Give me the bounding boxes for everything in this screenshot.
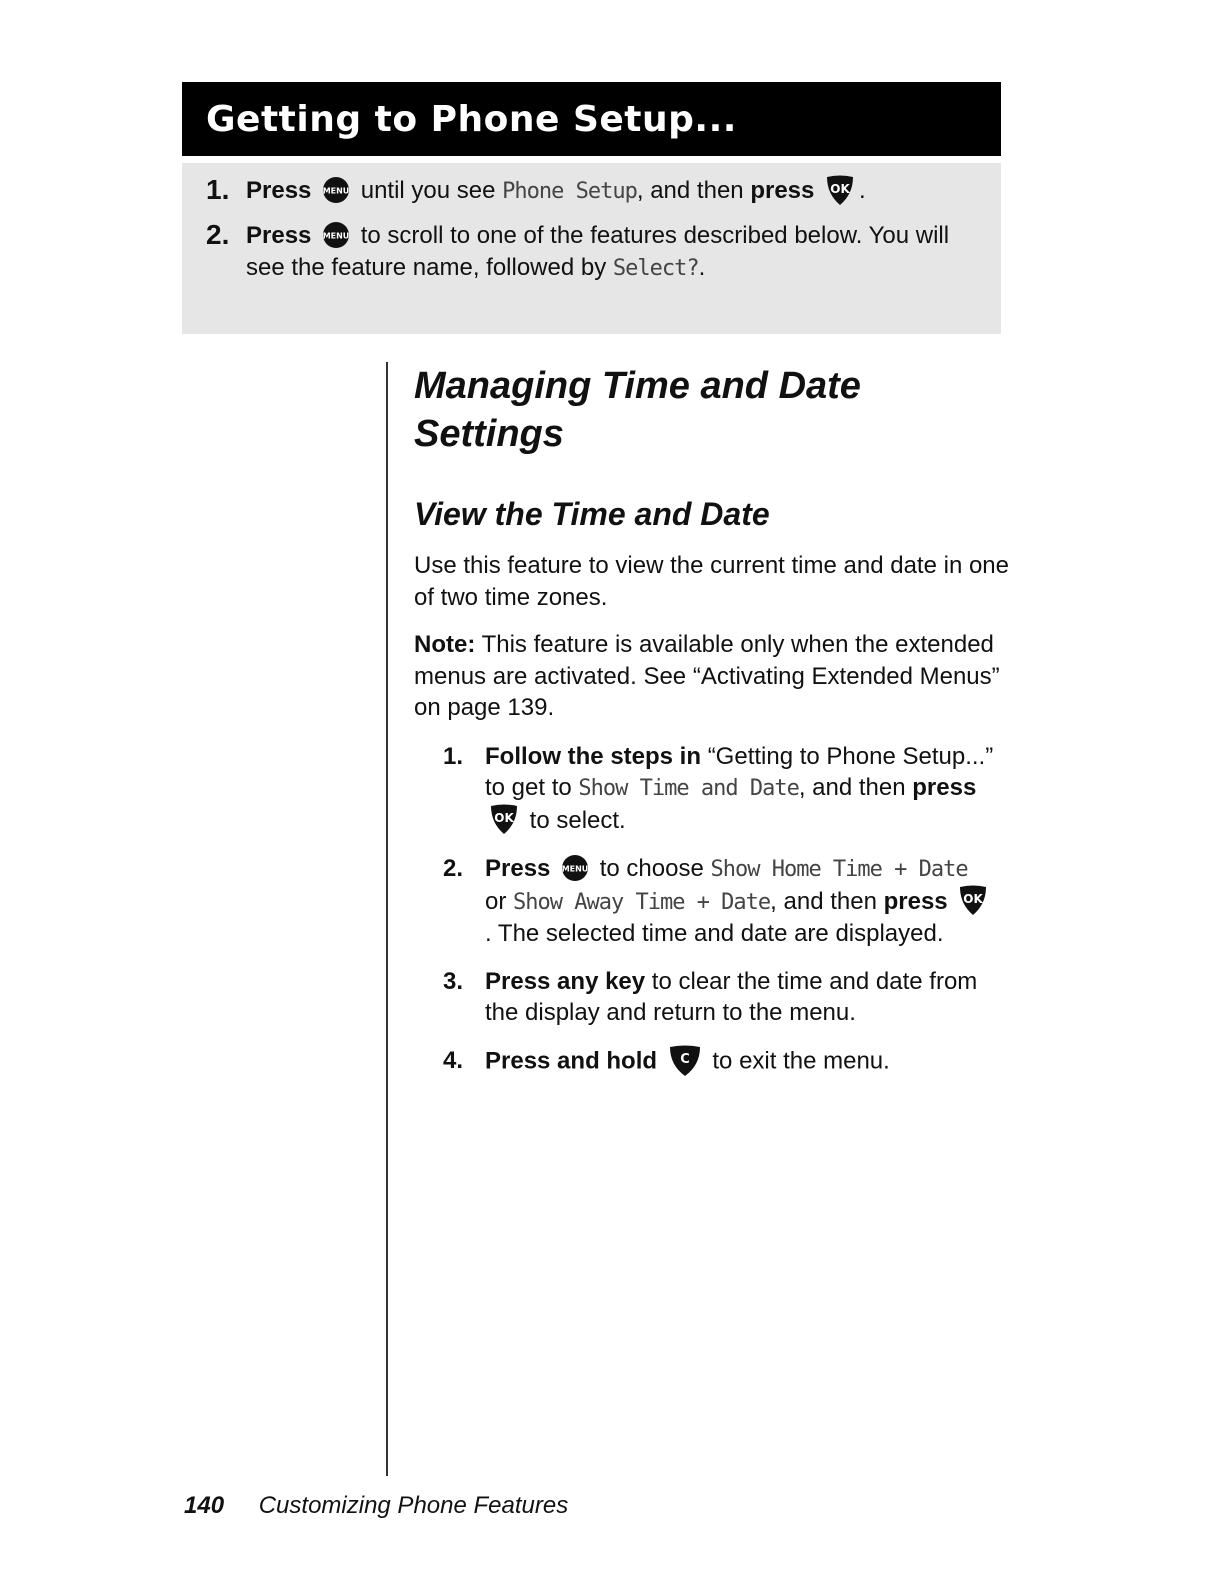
step-text: . — [698, 254, 706, 281]
step-text: to scroll to one of the features described below. You will see the feature name, followed by — [246, 222, 950, 281]
step-text: or — [485, 887, 507, 915]
list-item — [414, 741, 995, 838]
note-label: Note: — [414, 631, 476, 658]
step-text: . — [859, 177, 866, 204]
step-bold: press — [883, 887, 948, 915]
menu-key-icon — [322, 176, 350, 204]
ok-key-label: OK — [963, 892, 984, 907]
step-text: , and then — [636, 177, 744, 204]
step-text: until you see — [360, 177, 496, 204]
step-text: , and then — [798, 774, 906, 801]
banner-title: Getting to Phone Setup... — [206, 98, 737, 140]
step-number: 4. — [443, 1046, 464, 1074]
step-bold: press — [912, 774, 977, 801]
page-number: 140 — [184, 1492, 225, 1519]
step-number: 3. — [443, 967, 464, 995]
ok-key-icon — [489, 803, 519, 835]
section-subtitle: View the Time and Date — [414, 496, 770, 532]
step-text: to clear the time and date from the display and return to the menu. — [485, 967, 978, 1027]
step-text: , and then — [770, 887, 877, 915]
screen-text: Phone Setup — [502, 179, 637, 204]
menu-key-label: MENU — [322, 231, 350, 241]
step-number: 1. — [443, 742, 464, 770]
step-number: 2. — [443, 855, 464, 883]
step-number: 1. — [206, 174, 230, 205]
screen-text: Show Home Time + Date — [710, 857, 968, 883]
steps-list — [414, 741, 1014, 1079]
screen-text: Select? — [612, 256, 699, 281]
menu-key-icon — [561, 854, 589, 882]
note-paragraph — [414, 629, 1014, 724]
menu-key-label: MENU — [561, 864, 589, 874]
list-item — [414, 966, 995, 1029]
press-label: press — [750, 177, 815, 204]
section-title: Managing Time and Date Settings — [414, 365, 861, 455]
step-bold: Press — [485, 855, 551, 883]
step-bold: Follow the steps in — [485, 742, 702, 770]
step-number: 2. — [206, 219, 230, 250]
screen-text: Show Away Time + Date — [513, 889, 771, 915]
step-text: . The selected time and date are displayed. — [485, 920, 944, 948]
main-content — [414, 362, 1014, 1095]
clear-key-icon — [668, 1043, 702, 1077]
column-divider — [386, 362, 388, 1476]
page-footer — [184, 1492, 568, 1520]
step-text: to select. — [529, 806, 626, 834]
note-text: This feature is available only when the extended menus are activated. See “Activating Extended Menus” on page 139. — [414, 631, 1000, 721]
ok-key-label: OK — [494, 811, 514, 826]
setup-instructions — [182, 163, 1001, 334]
setup-step-2 — [206, 220, 977, 285]
menu-key-icon — [322, 221, 350, 249]
setup-step-1 — [206, 175, 977, 208]
step-text: to choose — [599, 855, 704, 883]
screen-text: Show Time and Date — [578, 776, 799, 801]
ok-key-icon — [825, 174, 855, 206]
chapter-title: Customizing Phone Features — [258, 1492, 569, 1519]
press-label: Press — [246, 177, 312, 204]
intro-paragraph: Use this feature to view the current time and date in one of two time zones. — [414, 552, 1009, 611]
ok-key-icon — [958, 884, 988, 916]
list-item — [414, 853, 995, 950]
menu-key-label: MENU — [322, 186, 350, 196]
step-text: to exit the menu. — [712, 1047, 890, 1075]
step-bold: Press and hold — [485, 1047, 658, 1075]
step-bold: Press any key — [485, 967, 646, 995]
press-label: Press — [246, 222, 312, 249]
section-banner — [182, 82, 1001, 156]
list-item — [414, 1045, 995, 1079]
step-text: “Getting to Phone Setup...” to get to — [485, 742, 994, 801]
ok-key-label: OK — [830, 181, 850, 196]
clear-key-label: C — [679, 1051, 690, 1067]
